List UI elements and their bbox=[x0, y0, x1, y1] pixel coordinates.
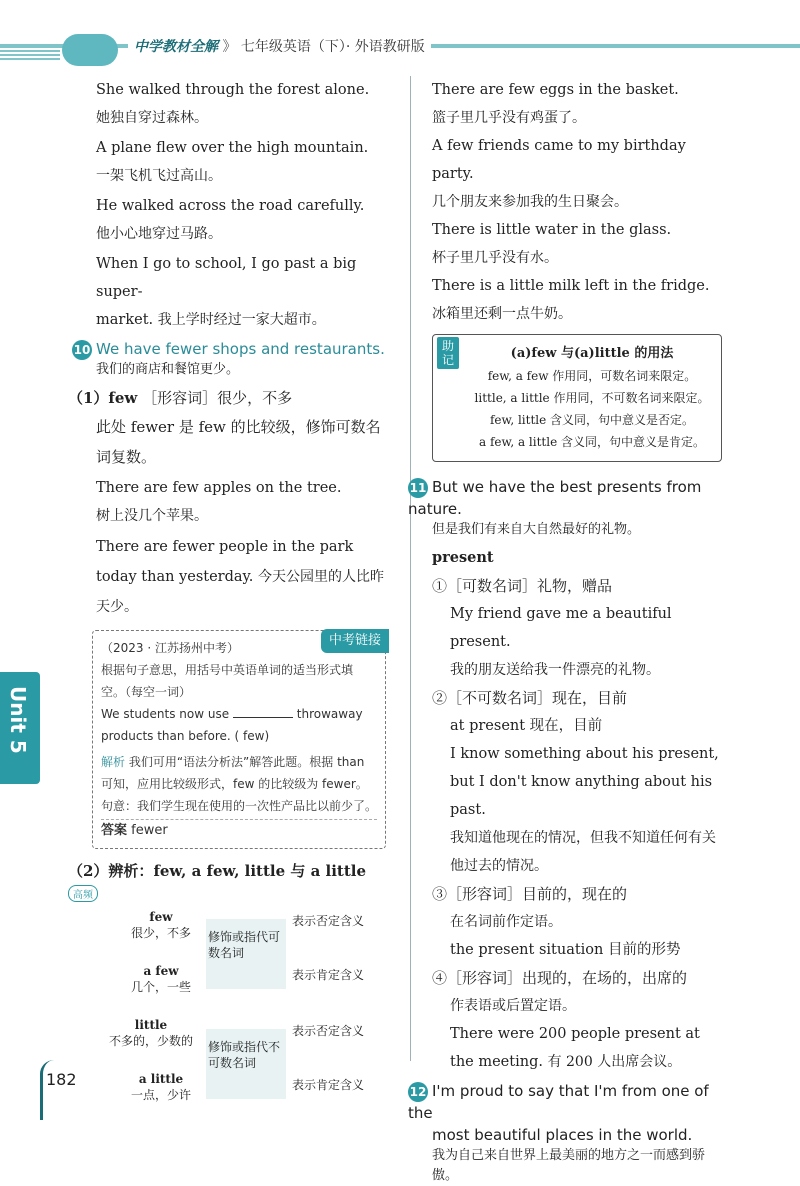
exam-question: We students now use throwaway bbox=[101, 707, 363, 721]
example-cn: 杯子里几乎没有水。 bbox=[432, 250, 558, 266]
book-logo-icon bbox=[62, 34, 118, 66]
point-10 bbox=[72, 338, 386, 380]
example-en: There are fewer people in the park today than yesterday. 今天公园里的人比昨天少。 bbox=[96, 539, 385, 615]
example-cn: 他小心地穿过马路。 bbox=[96, 226, 222, 242]
vocab-word: present bbox=[432, 549, 494, 566]
meaning-heading: ④［形容词］出现的，在场的，出席的 bbox=[432, 969, 688, 987]
modifier-uncountable: 修饰或指代不可数名词 bbox=[208, 1040, 281, 1070]
exam-link-box bbox=[92, 630, 386, 849]
page-number: 182 bbox=[46, 1070, 77, 1089]
section-1-heading: （1）few ［形容词］很少，不多 bbox=[68, 389, 293, 407]
page-header bbox=[0, 30, 800, 70]
point-sentence-cn: 我为自己来自世界上最美丽的地方之一而感到骄傲。 bbox=[432, 1148, 706, 1183]
example-en: A few friends came to my birthday party. bbox=[432, 138, 686, 182]
exam-analysis: 解析 我们可用“语法分析法”解答此题。根据 than 可知，应用比较级形式，few 的比较级为 fewer。句意：我们学生现在使用的一次性产品比以前少了。 bbox=[101, 755, 378, 813]
memory-aid-box bbox=[432, 334, 722, 462]
word-item: few 很少，不多 bbox=[130, 910, 191, 940]
right-column bbox=[408, 76, 722, 1186]
meaning-heading: ②［不可数名词］现在，目前 bbox=[432, 689, 628, 707]
point-sentence-en: We have fewer shops and restaurants. bbox=[96, 340, 385, 358]
exam-link-tag: 中考链接 bbox=[321, 629, 389, 653]
section-1-desc: 此处 fewer 是 few 的比较级，修饰可数名词复数。 bbox=[96, 418, 381, 466]
left-column bbox=[68, 76, 386, 1102]
memory-aid-tag: 助记 bbox=[437, 337, 459, 369]
point-number-badge: 12 bbox=[408, 1082, 428, 1102]
meaning-heading: ③［形容词］目前的，现在的 bbox=[432, 885, 628, 903]
example-en: There were 200 people present at the meeting. 有 200 人出席会议。 bbox=[450, 1026, 700, 1070]
point-sentence-cn: 但是我们有来自大自然最好的礼物。 bbox=[432, 522, 641, 537]
meaning-heading: ①［可数名词］礼物，赠品 bbox=[432, 577, 613, 595]
exam-question-cont: products than before. ( few) bbox=[101, 729, 270, 743]
exam-answer: 答案 fewer bbox=[101, 819, 377, 842]
page-corner-decoration bbox=[40, 1060, 73, 1120]
column-divider bbox=[410, 76, 411, 1061]
high-frequency-badge: 高频 bbox=[68, 885, 98, 902]
example-cn: 她独自穿过森林。 bbox=[96, 110, 208, 126]
example-cn: 一架飞机飞过高山。 bbox=[96, 168, 222, 184]
point-11 bbox=[408, 476, 722, 540]
memory-aid-title: (a)few 与(a)little 的用法 bbox=[510, 346, 674, 361]
example-en: When I go to school, I go past a big super- bbox=[96, 256, 357, 300]
word-diagram bbox=[96, 889, 386, 1102]
exam-source: （2023 · 江苏扬州中考） bbox=[101, 641, 239, 655]
meaning-label: 表示否定含义 bbox=[292, 914, 365, 928]
modifier-countable: 修饰或指代可数名词 bbox=[208, 930, 281, 960]
word-item: a little 一点，少许 bbox=[130, 1072, 191, 1102]
point-number-badge: 11 bbox=[408, 478, 428, 498]
example-en: There is a little milk left in the fridge. bbox=[432, 278, 710, 294]
memory-aid-line: few, little 含义同，句中意义是否定。 bbox=[489, 413, 695, 427]
point-12 bbox=[408, 1080, 722, 1186]
answer-blank bbox=[233, 717, 293, 718]
example-cn: 我的朋友送给我一件漂亮的礼物。 bbox=[450, 662, 660, 678]
phrase: the present situation 目前的形势 bbox=[450, 942, 681, 958]
phrase: at present 现在，目前 bbox=[450, 718, 603, 734]
example-en-cont: market. 我上学时经过一家大超市。 bbox=[96, 312, 326, 328]
example-en: There are few apples on the tree. bbox=[96, 480, 342, 496]
example-cn: 我知道他现在的情况，但我不知道任何有关他过去的情况。 bbox=[450, 830, 716, 874]
example-en: I know something about his present, but I don't know anything about his past. bbox=[450, 746, 719, 818]
meaning-label: 表示肯定含义 bbox=[292, 1078, 365, 1092]
header-stripes bbox=[0, 50, 60, 60]
example-cn: 树上没几个苹果。 bbox=[96, 508, 208, 524]
example-en: There are few eggs in the basket. bbox=[432, 82, 679, 98]
meaning-label: 表示否定含义 bbox=[292, 1024, 365, 1038]
meaning-label: 表示肯定含义 bbox=[292, 968, 365, 982]
exam-instruction: 根据句子意思，用括号中英语单词的适当形式填空。（每空一词） bbox=[101, 663, 354, 699]
memory-aid-line: a few, a little 含义同，句中意义是肯定。 bbox=[478, 435, 706, 449]
example-en: He walked across the road carefully. bbox=[96, 198, 365, 214]
header-title: 中学教材全解 》 七年级英语（下）· 外语教研版 bbox=[128, 36, 431, 56]
usage-note: 作表语或后置定语。 bbox=[450, 998, 576, 1014]
memory-aid-line: few, a few 作用同，可数名词来限定。 bbox=[487, 369, 697, 383]
memory-aid-line: little, a little 作用同，不可数名词来限定。 bbox=[474, 391, 710, 405]
point-sentence-en-cont: most beautiful places in the world. bbox=[432, 1126, 693, 1144]
section-2-heading: （2）辨析：few, a few, little 与 a little bbox=[68, 862, 367, 880]
word-item: a few 几个，一些 bbox=[130, 964, 191, 994]
point-sentence-en: I'm proud to say that I'm from one of the bbox=[408, 1082, 709, 1122]
point-sentence-en: But we have the best presents from nature. bbox=[408, 478, 702, 518]
point-sentence-cn: 我们的商店和餐馆更少。 bbox=[96, 362, 240, 377]
example-en: She walked through the forest alone. bbox=[96, 82, 370, 98]
usage-note: 在名词前作定语。 bbox=[450, 914, 562, 930]
word-item: little 不多的，少数的 bbox=[108, 1018, 193, 1048]
example-cn: 篮子里几乎没有鸡蛋了。 bbox=[432, 110, 586, 126]
point-number-badge: 10 bbox=[72, 340, 92, 360]
example-en: My friend gave me a beautiful present. bbox=[450, 606, 672, 650]
example-cn: 几个朋友来参加我的生日聚会。 bbox=[432, 194, 628, 210]
example-cn: 冰箱里还剩一点牛奶。 bbox=[432, 306, 572, 322]
example-en: A plane flew over the high mountain. bbox=[96, 140, 369, 156]
unit-side-tab: Unit 5 bbox=[0, 672, 40, 784]
example-en: There is little water in the glass. bbox=[432, 222, 672, 238]
